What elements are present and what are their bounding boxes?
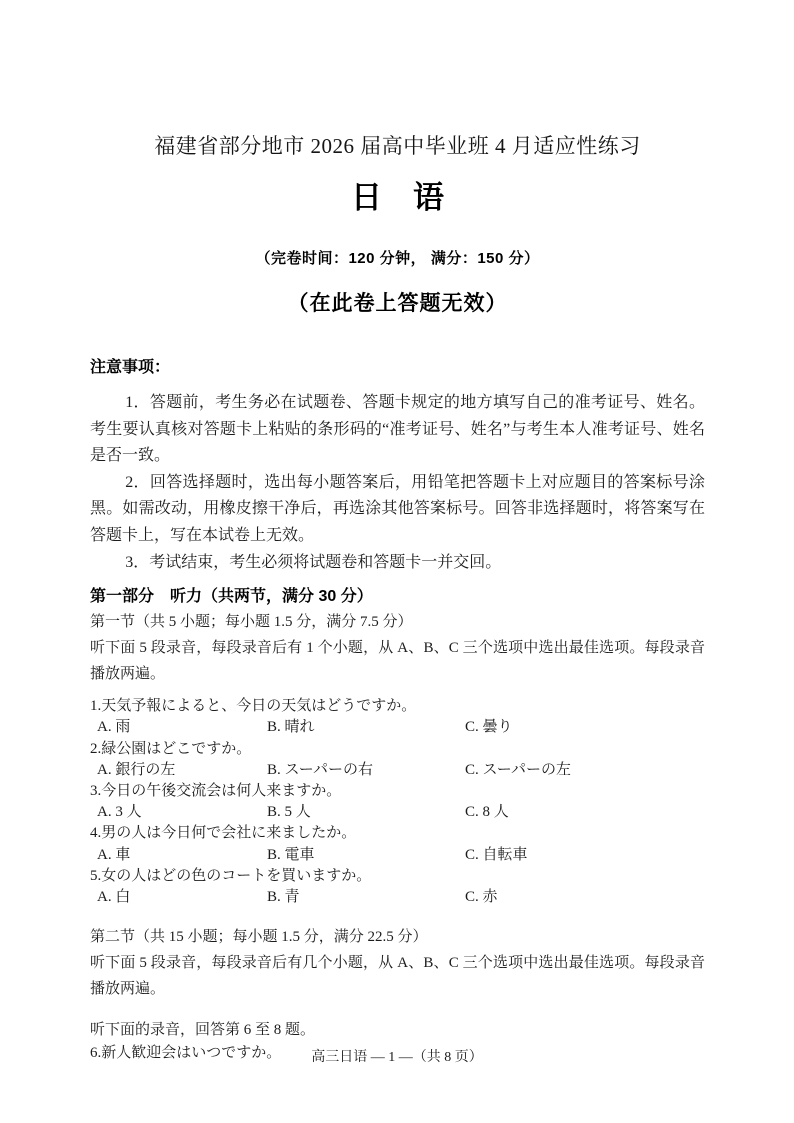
- question-6-stem: 6.新人歓迎会はいつですか。: [90, 1045, 282, 1062]
- page-footer: 高三日语 — 1 —（共 8 页）: [311, 1050, 483, 1065]
- section1-heading: 第一节（共 5 小题；每小题 1.5 分，满分 7.5 分）: [90, 614, 413, 631]
- question-2-options: [90, 760, 705, 781]
- question-1-option-b: B. 晴れ: [267, 719, 315, 736]
- question-1: [90, 696, 705, 738]
- question-1-options: [90, 717, 705, 738]
- note-item-3: 3．考试结束，考生必须将试题卷和答题卡一并交回。: [125, 553, 502, 571]
- notes-heading: 注意事项：: [90, 359, 171, 376]
- question-5-option-c: C. 赤: [465, 888, 498, 905]
- section1-instructions: 听下面 5 段录音，每段录音后有 1 个小题，从 A、B、C 三个选项中选出最佳选项。每段录音播放两遍。: [90, 640, 705, 683]
- question-3-option-a: A. 3 人: [97, 804, 142, 821]
- question-3: [90, 781, 705, 823]
- question-4-options: [90, 845, 705, 866]
- question-5: [90, 866, 705, 908]
- question-list: [90, 696, 705, 908]
- section2-passage-intro: 听下面的录音，回答第 6 至 8 题。: [90, 1022, 316, 1039]
- question-5-option-a: A. 白: [97, 888, 131, 905]
- question-4-stem: 4.男の人は今日何で会社に来ましたか。: [90, 825, 357, 842]
- question-4: [90, 823, 705, 865]
- section2-instructions: 听下面 5 段录音，每段录音后有几个小题，从 A、B、C 三个选项中选出最佳选项。每段录音播放两遍。: [90, 955, 705, 998]
- subject-title: 日 语: [351, 180, 444, 215]
- question-5-options: [90, 887, 705, 908]
- section2-heading: 第二节（共 15 小题；每小题 1.5 分，满分 22.5 分）: [90, 929, 428, 946]
- question-2-option-c: C. スーパーの左: [465, 761, 572, 778]
- notes-list: [90, 390, 705, 576]
- invalid-notice: （在此卷上答题无效）: [287, 292, 508, 315]
- question-1-option-a: A. 雨: [97, 719, 131, 736]
- note-item-1: 1．答题前，考生务必在试题卷、答题卡规定的地方填写自己的准考证号、姓名。考生要认真核对答题卡上粘贴的条形码的“准考证号、姓名”与考生本人准考证号、姓名是否一致。: [90, 394, 705, 465]
- exam-info-line: （完卷时间：120 分钟， 满分：150 分）: [255, 250, 540, 267]
- question-1-stem: 1.天気予報によると、今日の天気はどうですか。: [90, 698, 417, 715]
- question-2-stem: 2.緑公園はどこですか。: [90, 740, 252, 757]
- question-3-options: [90, 802, 705, 823]
- question-2-option-b: B. スーパーの右: [267, 761, 374, 778]
- question-3-option-c: C. 8 人: [465, 804, 509, 821]
- question-5-option-b: B. 青: [267, 888, 300, 905]
- part1-heading: 第一部分 听力（共两节，满分 30 分）: [90, 588, 373, 606]
- question-3-option-b: B. 5 人: [267, 804, 311, 821]
- exam-title: 福建省部分地市 2026 届高中毕业班 4 月适应性练习: [154, 134, 641, 158]
- note-item-2: 2．回答选择题时，选出每小题答案后，用铅笔把答题卡上对应题目的答案标号涂黑。如需改动，用橡皮擦干净后，再选涂其他答案标号。回答非选择题时，将答案写在答题卡上，写在本试卷上无效。: [90, 473, 705, 544]
- question-4-option-b: B. 電車: [267, 846, 315, 863]
- question-1-option-c: C. 曇り: [465, 719, 513, 736]
- question-4-option-a: A. 車: [97, 846, 131, 863]
- question-2-option-a: A. 銀行の左: [97, 761, 176, 778]
- question-4-option-c: C. 自転車: [465, 846, 528, 863]
- question-3-stem: 3.今日の午後交流会は何人来ますか。: [90, 782, 342, 799]
- question-5-stem: 5.女の人はどの色のコートを買いますか。: [90, 867, 372, 884]
- question-2: [90, 739, 705, 781]
